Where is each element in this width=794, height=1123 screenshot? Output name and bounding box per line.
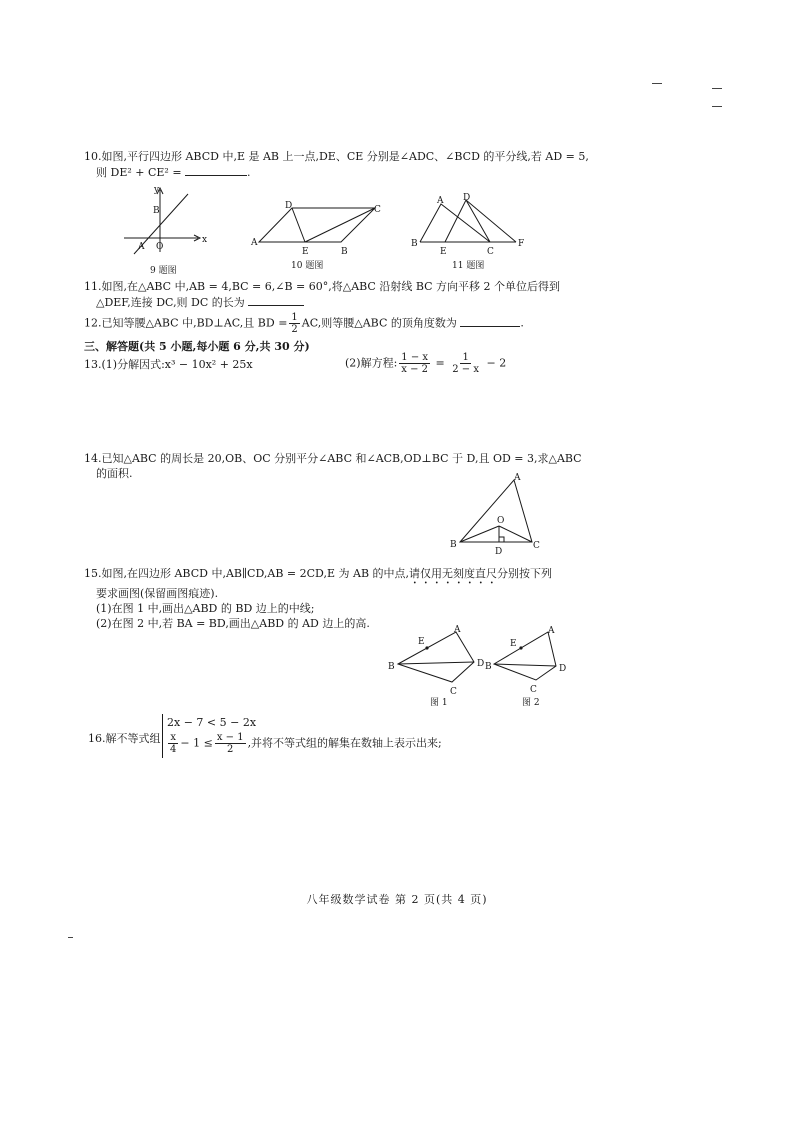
segment-ce	[305, 208, 375, 242]
label-a: A	[548, 626, 555, 636]
question-10: 10.如图,平行四边形 ABCD 中,E 是 AB 上一点,DE、CE 分别是∠ADC、∠BCD 的平分线,若 AD = 5, 则 DE² + CE² = .	[84, 150, 604, 181]
label-c: C	[374, 205, 381, 215]
label-b: B	[153, 206, 160, 216]
fraction-2: $\frac{1}{2 - x}$	[452, 352, 480, 375]
inequality-2: $\frac{x}{4}$ − 1 ≤ $\frac{x - 1}{2}$ ,并将不等式组的解集在数轴上表示出来;	[170, 732, 442, 755]
q15-line2: 要求画图(保留画图痕迹).	[96, 587, 219, 600]
label-o: O	[156, 242, 164, 252]
diagonal-bd	[494, 664, 556, 666]
quadrilateral-abcd	[398, 632, 474, 682]
diagonal-bd	[398, 662, 474, 664]
inequality-1: 2x − 7 < 5 − 2x	[167, 716, 257, 729]
page-footer: 八年级数学试卷 第 2 页(共 4 页)	[306, 893, 488, 906]
label-d: D	[477, 659, 485, 669]
question-16-label: 16.解不等式组	[88, 732, 161, 745]
label-b: B	[411, 239, 418, 249]
point-e	[425, 646, 428, 649]
question-13-part2: (2)解方程: $\frac{1 - x}{x - 2}$ = $\frac{1}{2 - x}$ − 2	[345, 352, 507, 375]
question-11	[84, 280, 604, 311]
scan-mark	[712, 88, 722, 89]
right-angle-mark	[499, 537, 504, 542]
label-e: E	[510, 639, 517, 649]
figure-11	[408, 192, 528, 260]
q10-line2: 则 DE² + CE² =	[96, 165, 182, 179]
fraction-1: $\frac{1 - x}{x - 2}$	[401, 352, 429, 375]
label-a: A	[437, 196, 444, 206]
label-y: y	[154, 185, 160, 195]
label-d: D	[495, 547, 503, 557]
q11-line2: △DEF,连接 DC,则 DC 的长为	[96, 295, 245, 309]
q10-line1: 10.如图,平行四边形 ABCD 中,E 是 AB 上一点,DE、CE 分别是∠ADC、∠BCD 的平分线,若 AD = 5,	[84, 150, 589, 163]
quadrilateral-abcd	[494, 632, 556, 680]
label-x: x	[202, 235, 208, 245]
q12-suffix: AC,则等腰△ABC 的顶角度数为	[301, 316, 457, 330]
fig10-caption: 10 题图	[291, 261, 324, 271]
q14-line1: 14.已知△ABC 的周长是 20,OB、OC 分别平分∠ABC 和∠ACB,OD⊥BC 于 D,且 OD = 3,求△ABC	[84, 452, 582, 465]
question-13-part1: 13.(1)分解因式:x³ − 10x² + 25x	[84, 358, 253, 371]
fraction-x-minus-1-over-2: $\frac{x - 1}{2}$	[216, 732, 244, 755]
fraction-one-half: $\frac{1}{2}$	[291, 312, 298, 335]
label-c: C	[487, 247, 494, 257]
label-c: C	[450, 687, 457, 697]
label-d: D	[559, 664, 567, 674]
q15-sub1: (1)在图 1 中,画出△ABD 的 BD 边上的中线;	[96, 601, 315, 615]
answer-blank-q12[interactable]	[460, 316, 520, 327]
figure-9	[118, 184, 218, 266]
answer-blank-q11[interactable]	[248, 295, 304, 306]
segment-dc	[466, 200, 490, 242]
label-f: F	[518, 239, 525, 249]
label-d: D	[463, 193, 471, 203]
fraction-x-over-4: $\frac{x}{4}$	[170, 732, 177, 755]
label-e: E	[418, 637, 425, 647]
q12-prefix: 12.已知等腰△ABC 中,BD⊥AC,且 BD =	[84, 316, 288, 330]
label-e: E	[440, 247, 447, 257]
segment-de	[292, 208, 305, 242]
scan-mark	[652, 83, 662, 84]
label-a: A	[251, 238, 258, 248]
q15-emphasis: 请仅用无刻度直尺	[409, 567, 498, 580]
fig9-caption: 9 题图	[150, 266, 177, 276]
label-e: E	[302, 247, 309, 257]
scan-mark	[68, 937, 73, 938]
label-b: B	[485, 662, 492, 672]
figure-10	[250, 200, 385, 260]
fig11-caption: 11 题图	[452, 261, 485, 271]
label-d: D	[285, 201, 293, 211]
question-15	[84, 567, 604, 632]
q15-line1-suffix: 分别按下列	[497, 567, 553, 580]
scan-mark	[712, 106, 722, 107]
label-b: B	[388, 662, 395, 672]
label-b: B	[341, 247, 348, 257]
q11-line1: 11.如图,在△ABC 中,AB = 4,BC = 6,∠B = 60°,将△ABC 沿射线 BC 方向平移 2 个单位后得到	[84, 280, 561, 293]
q14-line2: 的面积.	[96, 466, 133, 480]
system-brace	[162, 714, 163, 758]
label-a: A	[454, 625, 461, 635]
figure-15-1	[386, 624, 496, 699]
segment-bo	[460, 526, 499, 542]
point-e	[519, 646, 522, 649]
fig15-1-caption: 图 1	[430, 698, 448, 708]
fig15-2-caption: 图 2	[522, 698, 540, 708]
answer-blank-q10[interactable]	[185, 165, 247, 176]
figure-15-2	[484, 624, 574, 699]
q15-line1-prefix: 15.如图,在四边形 ABCD 中,AB∥CD,AB = 2CD,E 为 AB 的中点,	[84, 567, 410, 580]
triangle-def	[445, 200, 516, 242]
triangle-abc	[460, 480, 532, 542]
question-12: 12.已知等腰△ABC 中,BD⊥AC,且 BD = $\frac{1}{2}$ AC,则等腰△ABC 的顶角度数为 .	[84, 312, 524, 335]
label-a: A	[514, 473, 521, 483]
section-3-title: 三、解答题(共 5 小题,每小题 6 分,共 30 分)	[84, 340, 310, 353]
label-o: O	[497, 516, 505, 526]
parallelogram-abcd	[259, 208, 375, 242]
q15-sub2: (2)在图 2 中,若 BA = BD,画出△ABD 的 AD 边上的高.	[96, 616, 370, 630]
label-c: C	[530, 685, 537, 695]
label-c: C	[533, 541, 540, 551]
label-a: A	[138, 242, 145, 252]
label-b: B	[450, 540, 457, 550]
figure-14	[448, 470, 548, 560]
